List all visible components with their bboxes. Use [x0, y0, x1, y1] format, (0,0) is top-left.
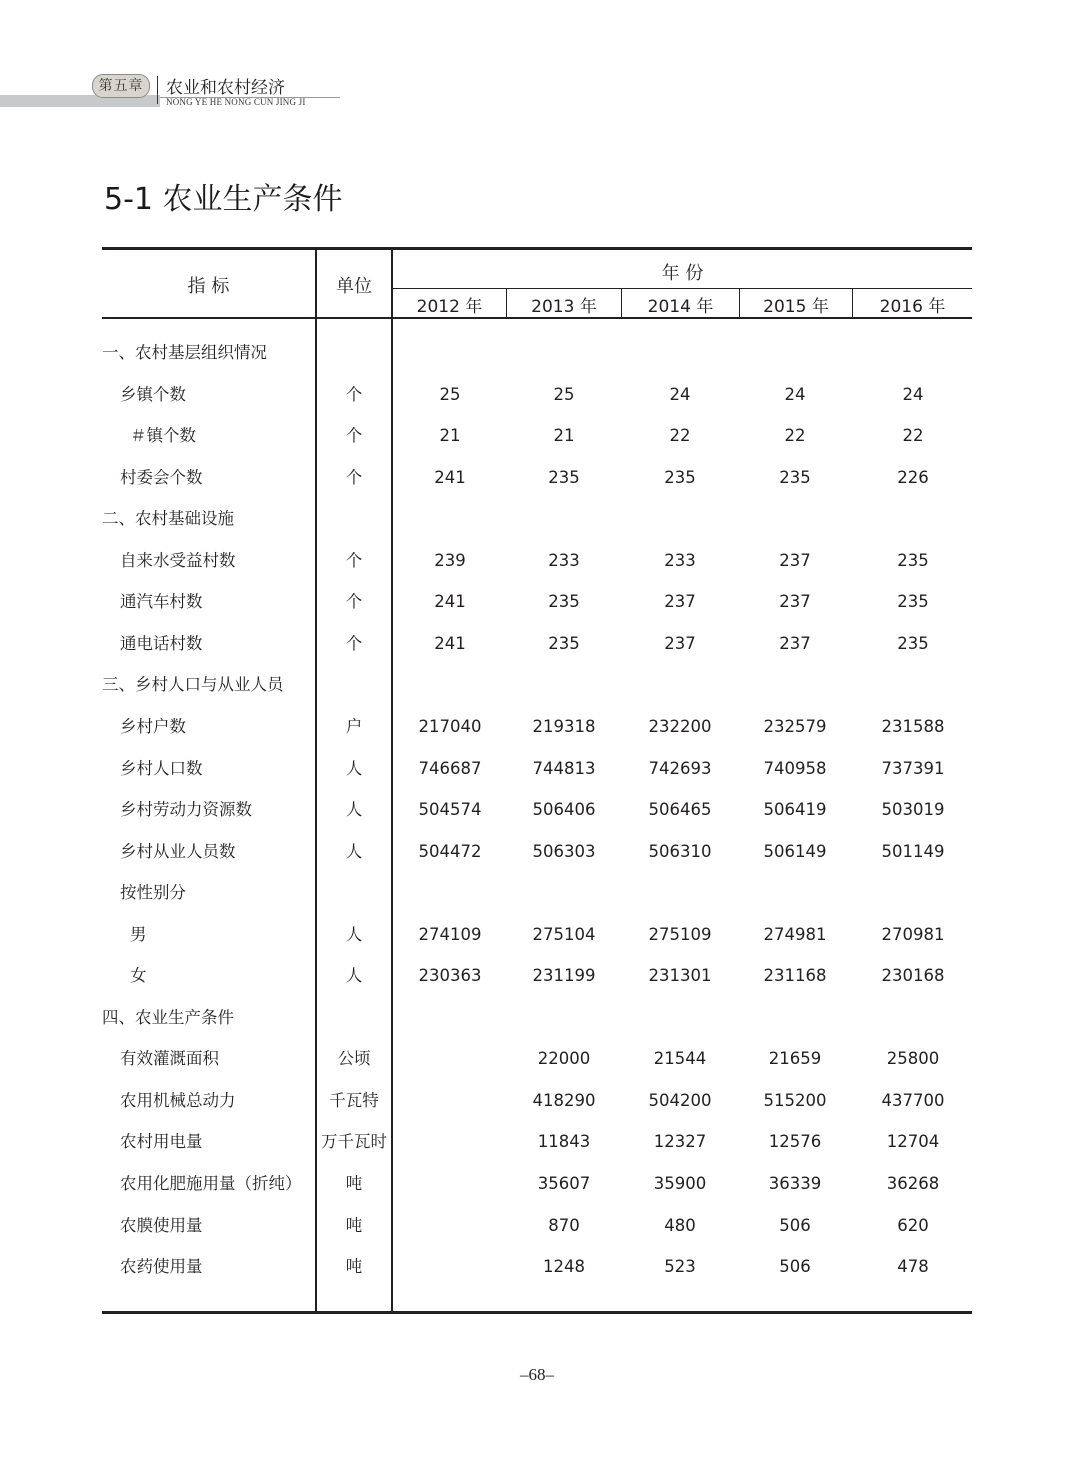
header-separator: [157, 76, 158, 104]
row-value: 12576: [768, 1132, 822, 1152]
row-value: 506303: [532, 841, 596, 861]
row-value: 226: [897, 467, 929, 487]
row-value: 24: [669, 384, 691, 404]
row-value: 501149: [881, 841, 945, 861]
row-value: 504472: [418, 841, 482, 861]
row-value: 237: [779, 550, 811, 570]
column-divider-years: [391, 247, 393, 1313]
row-value: 742693: [648, 758, 712, 778]
row-unit: 个: [345, 550, 363, 570]
row-value: 241: [434, 467, 466, 487]
row-value: 22: [784, 426, 806, 446]
year-header: 2015 年: [763, 297, 829, 317]
row-value: 237: [664, 633, 696, 653]
row-value: 740958: [763, 758, 827, 778]
row-value: 235: [897, 592, 929, 612]
header-unit: 单位: [336, 276, 372, 297]
row-value: 11843: [537, 1132, 591, 1152]
row-value: 504200: [648, 1090, 712, 1110]
row-value: 241: [434, 633, 466, 653]
row-label: 四、农业生产条件: [102, 1007, 234, 1027]
row-value: 24: [902, 384, 924, 404]
row-label: 一、农村基层组织情况: [102, 343, 267, 362]
row-value: 506: [779, 1215, 811, 1235]
row-value: 231168: [763, 966, 827, 986]
row-value: 235: [548, 467, 580, 487]
year-header: 2012 年: [416, 297, 483, 317]
year-header: 2013 年: [531, 297, 597, 317]
row-label: 农药使用量: [120, 1257, 203, 1277]
row-unit: 吨: [345, 1257, 363, 1277]
row-value: 217040: [418, 716, 482, 736]
header-years-group: 年 份: [661, 263, 704, 284]
row-value: 219318: [532, 716, 596, 736]
row-value: 506149: [763, 841, 827, 861]
row-value: 25800: [886, 1049, 940, 1069]
row-unit: 个: [345, 633, 363, 653]
row-value: 235: [779, 467, 811, 487]
row-value: 36268: [886, 1174, 940, 1193]
row-value: 231588: [881, 716, 945, 736]
chapter-title: 农业和农村经济: [166, 78, 285, 98]
row-label: 乡村从业人员数: [120, 841, 236, 861]
row-value: 231199: [532, 966, 596, 986]
row-value: 480: [664, 1215, 696, 1235]
row-label: 自来水受益村数: [120, 550, 236, 570]
row-value: 275104: [532, 924, 596, 944]
row-value: 237: [779, 633, 811, 653]
row-label: 农村用电量: [120, 1132, 203, 1152]
row-value: 233: [548, 550, 580, 570]
row-label: 乡村劳动力资源数: [120, 800, 252, 820]
row-value: 235: [548, 592, 580, 612]
table-bottom-rule: [102, 1311, 972, 1314]
row-label: 三、乡村人口与从业人员: [102, 675, 284, 695]
row-unit: 吨: [345, 1215, 363, 1235]
row-unit: 个: [345, 384, 363, 404]
row-label: 按性别分: [120, 883, 186, 903]
row-value: 506406: [532, 800, 596, 820]
chapter-badge: 第五章: [92, 74, 150, 98]
row-label: 通电话村数: [120, 633, 203, 653]
row-value: 232200: [648, 716, 712, 736]
row-value: 478: [897, 1257, 929, 1277]
row-value: 746687: [418, 758, 482, 778]
row-value: 506310: [648, 841, 712, 861]
row-value: 274981: [763, 924, 827, 944]
row-value: 235: [897, 550, 929, 570]
row-value: 239: [434, 550, 466, 570]
row-value: 744813: [532, 758, 596, 778]
row-label: 男: [130, 924, 147, 944]
row-value: 235: [664, 467, 696, 487]
row-label: 乡村户数: [120, 716, 186, 736]
row-value: 21544: [653, 1049, 707, 1069]
row-value: 21: [439, 426, 461, 446]
row-unit: 个: [345, 592, 363, 612]
year-header: 2016 年: [879, 297, 946, 317]
page-title: 5-1 农业生产条件: [104, 182, 343, 217]
row-value: 1248: [543, 1257, 585, 1277]
row-unit: 个: [345, 426, 363, 446]
row-value: 870: [548, 1215, 580, 1235]
row-value: 506419: [763, 800, 827, 820]
row-value: 22: [902, 426, 924, 446]
row-label: 通汽车村数: [120, 592, 203, 612]
row-value: 620: [897, 1215, 929, 1235]
row-value: 235: [548, 633, 580, 653]
row-value: 231301: [648, 966, 712, 986]
row-value: 25: [553, 384, 575, 404]
row-label: 农用机械总动力: [120, 1090, 236, 1110]
row-value: 12704: [886, 1132, 940, 1152]
row-unit: 千瓦特: [329, 1090, 379, 1110]
row-unit: 人: [345, 800, 363, 820]
row-unit: 人: [345, 924, 363, 944]
row-value: 241: [434, 592, 466, 612]
row-value: 275109: [648, 924, 712, 944]
row-value: 24: [784, 384, 806, 404]
row-value: 25: [439, 384, 461, 404]
row-unit: 公顷: [337, 1049, 371, 1069]
row-unit: 个: [345, 467, 363, 487]
row-unit: 人: [345, 758, 363, 778]
row-unit: 人: [345, 966, 363, 986]
column-divider-unit: [315, 247, 317, 1313]
row-unit: 万千瓦时: [321, 1132, 387, 1152]
row-value: 504574: [418, 800, 482, 820]
statistics-table: [102, 247, 972, 1315]
row-value: 506: [779, 1257, 811, 1277]
row-value: 737391: [881, 758, 945, 778]
row-label: 村委会个数: [120, 467, 203, 487]
row-unit: 人: [345, 841, 363, 861]
table-top-rule: [102, 247, 972, 250]
row-value: 12327: [653, 1132, 707, 1152]
row-unit: 户: [345, 716, 363, 736]
row-value: 35607: [537, 1174, 591, 1193]
row-value: 22: [669, 426, 691, 446]
row-value: 437700: [881, 1090, 945, 1110]
row-value: 35900: [653, 1174, 707, 1193]
header-indicator: 指 标: [187, 276, 230, 297]
year-group-rule: [392, 288, 972, 289]
row-label: 二、农村基础设施: [102, 509, 234, 529]
row-value: 237: [779, 592, 811, 612]
row-value: 515200: [763, 1090, 827, 1110]
row-label: 乡村人口数: [120, 758, 203, 778]
row-value: 235: [897, 633, 929, 653]
row-value: 230363: [418, 966, 482, 986]
row-value: 237: [664, 592, 696, 612]
row-label: ＃镇个数: [130, 426, 196, 446]
year-header: 2014 年: [647, 297, 714, 317]
row-value: 36339: [768, 1174, 822, 1193]
row-value: 418290: [532, 1090, 596, 1110]
row-label: 乡镇个数: [120, 384, 186, 404]
row-value: 232579: [763, 716, 827, 736]
chapter-pinyin: NONG YE HE NONG CUN JING JI: [166, 97, 306, 107]
page-number: –68–: [520, 1365, 554, 1384]
row-unit: 吨: [345, 1174, 363, 1193]
row-value: 21: [553, 426, 575, 446]
header-bottom-rule: [102, 317, 972, 319]
row-label: 农用化肥施用量（折纯）: [120, 1174, 302, 1193]
row-value: 230168: [881, 966, 945, 986]
row-value: 506465: [648, 800, 712, 820]
row-value: 21659: [768, 1049, 822, 1069]
row-value: 22000: [537, 1049, 591, 1069]
row-value: 274109: [418, 924, 482, 944]
row-label: 农膜使用量: [120, 1215, 203, 1235]
row-value: 503019: [881, 800, 945, 820]
row-value: 270981: [881, 924, 945, 944]
row-label: 女: [130, 966, 147, 986]
row-value: 523: [664, 1257, 696, 1277]
row-value: 233: [664, 550, 696, 570]
row-label: 有效灌溉面积: [120, 1049, 219, 1069]
